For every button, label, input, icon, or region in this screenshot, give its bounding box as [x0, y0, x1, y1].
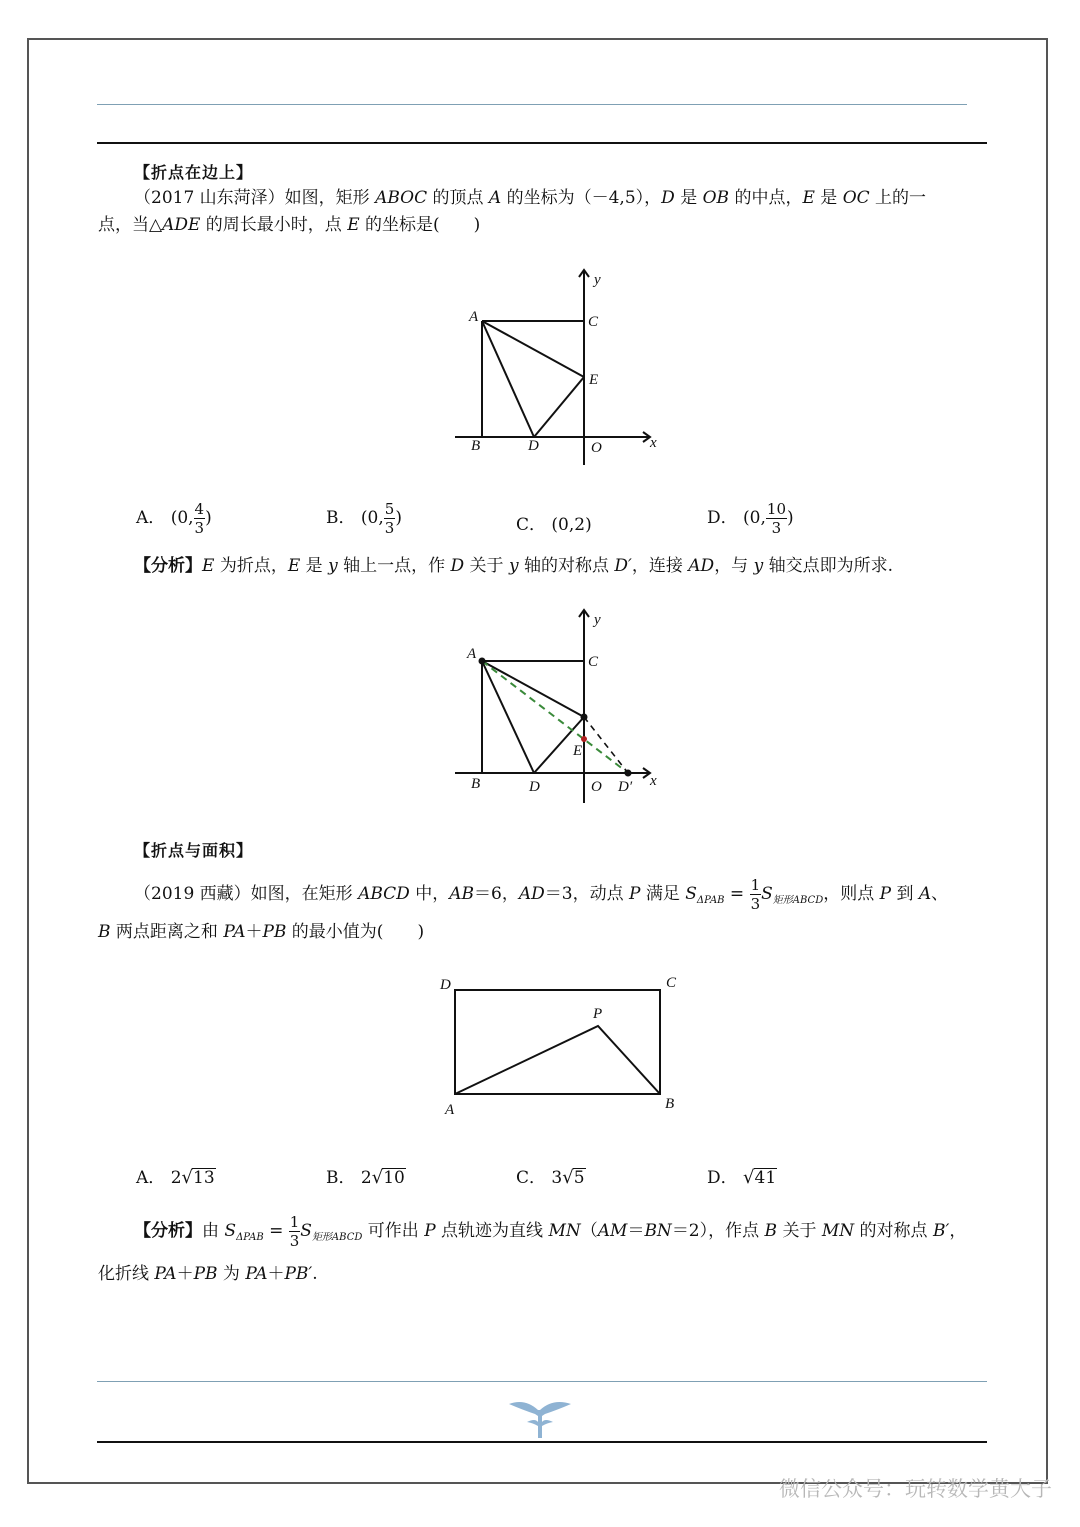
header-rule-black	[97, 142, 987, 144]
label-D: D	[529, 779, 540, 795]
choice1-d[interactable]: D． (0, $\frac{10}{3}$ )	[707, 500, 794, 537]
choice2-b[interactable]: B． 2√10	[326, 1167, 405, 1188]
label-B: B	[665, 1096, 675, 1112]
analysis2-line2: 化折线 PA＋PB 为 PA＋PB′.	[98, 1264, 318, 1284]
section-title-fold-and-area: 【折点与面积】	[134, 841, 254, 860]
label-A: A	[445, 1102, 455, 1118]
figure-rectangle-abcd	[432, 968, 692, 1123]
label-A: A	[467, 646, 477, 662]
label-y: y	[594, 272, 601, 288]
label-x: x	[650, 435, 657, 451]
label-D-prime: D′	[618, 779, 633, 795]
footer-logo-icon	[505, 1396, 575, 1444]
label-C: C	[666, 975, 677, 991]
point-E-top	[581, 714, 588, 721]
label-O: O	[591, 779, 602, 795]
figure-reflection-solution	[440, 605, 680, 810]
analysis1: 【分析】E 为折点，E 是 y 轴上一点，作 D 关于 y 轴的对称点 D′，连接 AD，与 y 轴交点即为所求.	[134, 556, 894, 576]
analysis2-line1: 【分析】由 $S_{\Delta PAB}$ = $\frac{1}{3}$ $S_{矩形ABCD}$ 可作出 P 点轨迹为直线 MN（AM＝BN＝2），作点 B 关于 MN 的对称点 B′，	[134, 1213, 967, 1250]
label-A: A	[469, 309, 479, 325]
label-E: E	[589, 372, 599, 388]
label-P: P	[593, 1006, 603, 1022]
problem2-line2: B 两点距离之和 PA＋PB 的最小值为( )	[98, 922, 425, 942]
header-rule-blue	[97, 104, 967, 105]
point-E-optimal	[581, 736, 587, 742]
label-B: B	[471, 438, 481, 454]
point-D-prime	[625, 770, 632, 777]
label-B: B	[471, 776, 481, 792]
wechat-watermark: 微信公众号：玩转数学黄大子	[779, 1477, 1052, 1501]
label-E: E	[573, 743, 583, 759]
footer-rule-black	[97, 1441, 987, 1443]
choice1-b[interactable]: B． (0, $\frac{5}{3}$ )	[326, 500, 402, 537]
label-C: C	[588, 314, 599, 330]
problem1-line2: 点，当△ADE 的周长最小时，点 E 的坐标是( )	[98, 215, 481, 235]
label-x: x	[650, 773, 657, 789]
footer-rule-blue	[97, 1381, 987, 1382]
point-A	[479, 658, 486, 665]
label-O: O	[591, 440, 602, 456]
problem2-line1: （2019 西藏）如图，在矩形 ABCD 中，AB＝6，AD＝3，动点 P 满足 $S_{\Delta PAB}$ = $\frac{1}{3}$ $S_{矩形ABCD}$，则点 P 到 A、	[134, 876, 949, 913]
choice2-d[interactable]: D． √41	[707, 1167, 777, 1188]
choice1-c[interactable]: C． (0,2)	[516, 515, 592, 535]
dashed-line-ad-prime	[482, 661, 628, 773]
label-D: D	[528, 438, 539, 454]
label-y: y	[594, 612, 601, 628]
choice1-a[interactable]: A． (0, $\frac{4}{3}$ )	[136, 500, 212, 537]
label-D: D	[440, 977, 451, 993]
section-title-fold-on-edge: 【折点在边上】	[134, 163, 254, 182]
figure-rectangle-aboc	[440, 265, 680, 475]
choice2-c[interactable]: C． 3√5	[516, 1167, 585, 1188]
choice2-a[interactable]: A． 2√13	[136, 1167, 215, 1188]
label-C: C	[588, 654, 599, 670]
problem1-line1: （2017 山东菏泽）如图，矩形 ABOC 的顶点 A 的坐标为（－4,5），D 是 OB 的中点，E 是 OC 上的一	[134, 188, 927, 208]
